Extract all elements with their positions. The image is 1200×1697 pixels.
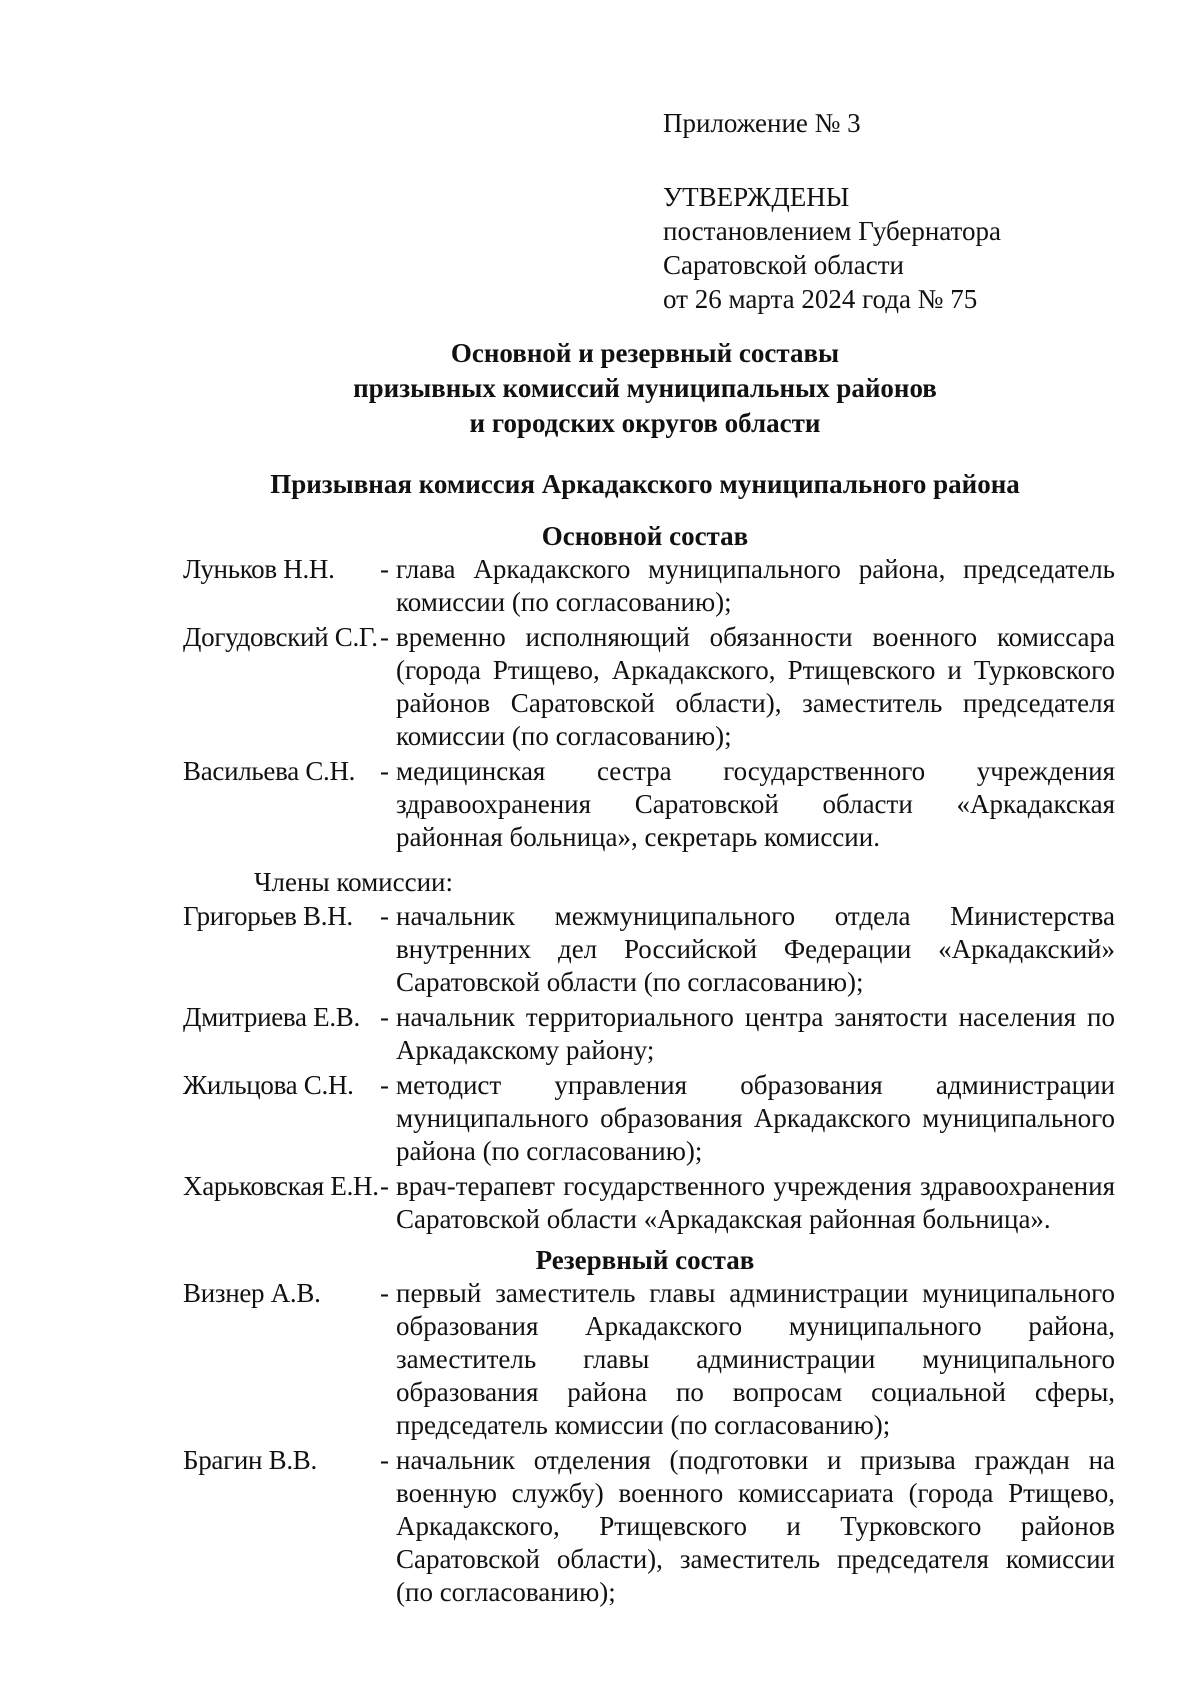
members-label: Члены комиссии:	[254, 867, 453, 897]
member-dash: -	[380, 622, 389, 652]
member-row	[183, 900, 1115, 999]
member-dash: -	[380, 1445, 389, 1475]
member-dash: -	[380, 901, 389, 931]
member-dash: -	[380, 1171, 389, 1201]
member-dash: -	[380, 554, 389, 584]
member-description: первый заместитель главы администрации муниципального образования Аркадакского муниципального района, заместитель главы администрации муниципального образования района по вопросам социальной сферы, председатель комиссии (по согласованию);	[396, 1278, 1115, 1440]
document-title	[0, 336, 1200, 441]
member-name: Визнер А.В.	[183, 1278, 321, 1308]
member-name: Васильева С.Н.	[183, 756, 356, 786]
member-name: Харьковская Е.Н.	[183, 1171, 379, 1201]
reserve-composition-heading: Резервный состав	[535, 1245, 755, 1275]
approved-label: УТВЕРЖДЕНЫ	[663, 182, 850, 212]
member-row	[183, 1444, 1115, 1609]
member-name: Брагин В.В.	[183, 1445, 317, 1475]
annex-number: Приложение № 3	[663, 108, 861, 138]
member-dash: -	[380, 756, 389, 786]
member-description: начальник межмуниципального отдела Министерства внутренних дел Российской Федерации «Аркадакский» Саратовской области (по согласованию);	[396, 901, 1115, 997]
member-row	[183, 621, 1115, 753]
approval-line-2: Саратовской области	[663, 250, 904, 280]
member-dash: -	[380, 1070, 389, 1100]
member-row	[183, 553, 1115, 619]
member-row	[183, 1277, 1115, 1442]
approval-line-3: от 26 марта 2024 года № 75	[663, 284, 978, 314]
member-name: Григорьев В.Н.	[183, 901, 353, 931]
member-description: медицинская сестра государственного учреждения здравоохранения Саратовской области «Аркадакская районная больница», секретарь комиссии.	[396, 756, 1115, 852]
title-line-2: призывных комиссий муниципальных районов	[353, 373, 937, 403]
member-description: методист управления образования администрации муниципального образования Аркадакского муниципального района (по согласованию);	[396, 1070, 1115, 1166]
member-name: Дмитриева Е.В.	[183, 1002, 360, 1032]
member-name: Жильцова С.Н.	[183, 1070, 354, 1100]
commission-title: Призывная комиссия Аркадакского муниципального района	[270, 469, 1020, 499]
title-line-3: и городских округов области	[469, 408, 821, 438]
member-dash: -	[380, 1278, 389, 1308]
member-name: Догудовский С.Г.	[183, 622, 378, 652]
main-composition-heading: Основной состав	[541, 521, 749, 551]
commission-members-list	[183, 900, 1115, 1238]
member-row	[183, 755, 1115, 854]
member-description: глава Аркадакского муниципального района, председатель комиссии (по согласованию);	[396, 554, 1115, 617]
member-description: врач-терапевт государственного учреждения здравоохранения Саратовской области «Аркадакская районная больница».	[396, 1171, 1115, 1234]
member-dash: -	[380, 1002, 389, 1032]
member-name: Луньков Н.Н.	[183, 554, 335, 584]
approval-line-1: постановлением Губернатора	[663, 216, 1001, 246]
main-members-list	[183, 553, 1115, 856]
reserve-members-list	[183, 1277, 1115, 1611]
member-description: временно исполняющий обязанности военного комиссара (города Ртищево, Аркадакского, Ртищевского и Турковского районов Саратовской области), заместитель председателя комиссии (по согласованию);	[396, 622, 1115, 751]
member-row	[183, 1069, 1115, 1168]
member-row	[183, 1001, 1115, 1067]
member-description: начальник отделения (подготовки и призыва граждан на военную службу) военного комиссариата (города Ртищево, Аркадакского, Ртищевского и Турковского районов Саратовской области), заместитель председателя комиссии (по согласованию);	[396, 1445, 1115, 1607]
approval-block	[663, 106, 1001, 316]
member-row	[183, 1170, 1115, 1236]
member-description: начальник территориального центра занятости населения по Аркадакскому району;	[396, 1002, 1115, 1065]
title-line-1: Основной и резервный составы	[450, 338, 840, 368]
